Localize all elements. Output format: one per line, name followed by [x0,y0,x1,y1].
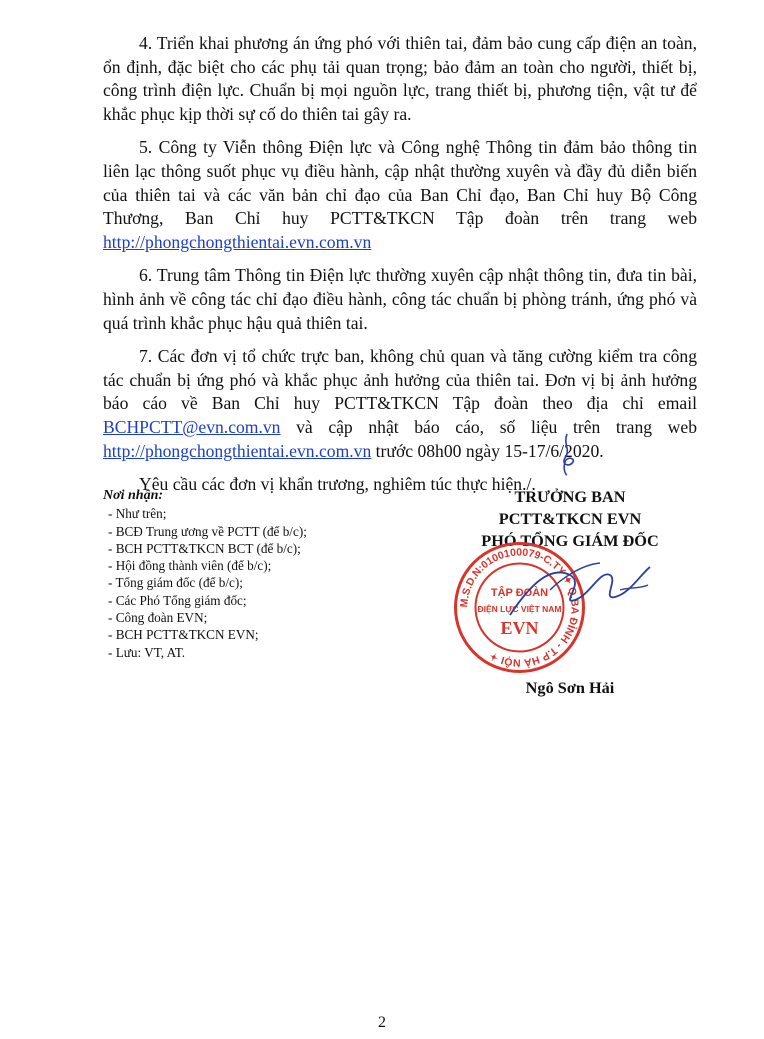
sig-title-line3: PHÓ TỔNG GIÁM ĐỐC [481,531,659,550]
signer-name: Ngô Sơn Hải [525,678,615,697]
web-link[interactable]: http://phongchongthientai.evn.com.vn [103,231,372,252]
stamp-line3: EVN [500,618,539,638]
web-link[interactable]: http://phongchongthientai.evn.com.vn [103,440,372,461]
handwritten-initial [553,432,583,476]
paragraph-7-text-b: và cập nhật báo cáo, số liệu trên trang web [280,416,697,437]
recipient-item: - Lưu: VT, AT. [108,644,186,660]
paragraph-7 [103,345,697,463]
paragraph-6 [103,264,697,335]
recipient-item: - Hội đồng thành viên (để b/c); [108,558,272,574]
paragraph-7-text-c: trước 08h00 ngày 15-17/6/2020. [371,440,604,461]
paragraph-4-text: 4. Triển khai phương án ứng phó với thiên tai, đảm bảo cung cấp điện an toàn, ổn định, đặc biệt cho các phụ tải quan trọng; bảo đảm an toàn cho người, thiết bị, công trình điện lực. Chuẩn bị mọi nguồn lực, trang thiết bị, phương tiện, vật tư để khắc phục kịp thời sự cố do thiên tai gây ra. [103,33,697,124]
recipient-item: - BCH PCTT&TKCN BCT (để b/c); [108,540,301,556]
recipient-item: - Các Phó Tổng giám đốc; [108,592,247,608]
stamp-line1: TẬP ĐOÀN [490,587,549,599]
recipients-list [103,487,423,661]
paragraph-6-text: 6. Trung tâm Thông tin Điện lực thường xuyên cập nhật thông tin, đưa tin bài, hình ảnh về công tác chỉ đạo điều hành, công tác chuẩn bị phòng tránh, ứng phó và quá trình khắc phục hậu quả thiên tai. [103,265,697,333]
paragraph-5 [103,136,697,254]
paragraph-7-text-a: 7. Các đơn vị tổ chức trực ban, không chủ quan và tăng cường kiểm tra công tác chuẩn bị ứng phó và khắc phục ảnh hưởng của thiên tai. Đơn vị bị ảnh hưởng báo cáo về Ban Chỉ huy PCTT&TKCN Tập đoàn theo địa chỉ email [103,346,697,414]
stamp-line2: ĐIỆN LỰC VIỆT NAM [477,604,562,614]
recipient-item: - BCH PCTT&TKCN EVN; [108,627,259,643]
recipient-item: - Tổng giám đốc (để b/c); [108,575,243,591]
email-link[interactable]: BCHPCTT@evn.com.vn [103,416,281,437]
document-body [103,32,697,507]
stamp-ring-text: M.S.D.N:0100100079-C.TY ✦ Q.BA ĐÌNH - T.P HÀ NỘI ✦ [458,546,581,669]
paragraph-4 [103,32,697,126]
recipients-items [103,505,423,661]
recipient-item: - Như trên; [108,506,167,522]
sig-title-line1: TRƯỞNG BAN [514,487,626,506]
recipient-item: - BCĐ Trung ương về PCTT (để b/c); [108,523,307,539]
closing-request-text: Yêu cầu các đơn vị khẩn trương, nghiêm túc thực hiện./. [139,474,536,495]
paragraph-5-text: 5. Công ty Viễn thông Điện lực và Công nghệ Thông tin đảm bảo thông tin liên lạc thông suốt phục vụ điều hành, cập nhật thường xuyên và đầy đủ diễn biến của thiên tai và các văn bản chỉ đạo của Ban Chỉ đạo, Ban Chỉ huy Bộ Công Thương, Ban Chỉ huy PCTT&TKCN Tập đoàn trên trang web [103,137,697,229]
recipient-item: - Công đoàn EVN; [108,610,208,626]
recipients-title: Nơi nhận: [103,488,164,503]
sig-title-line2: PCTT&TKCN EVN [498,509,642,528]
page-number: 2 [378,1014,386,1031]
handwritten-signature [490,545,660,635]
